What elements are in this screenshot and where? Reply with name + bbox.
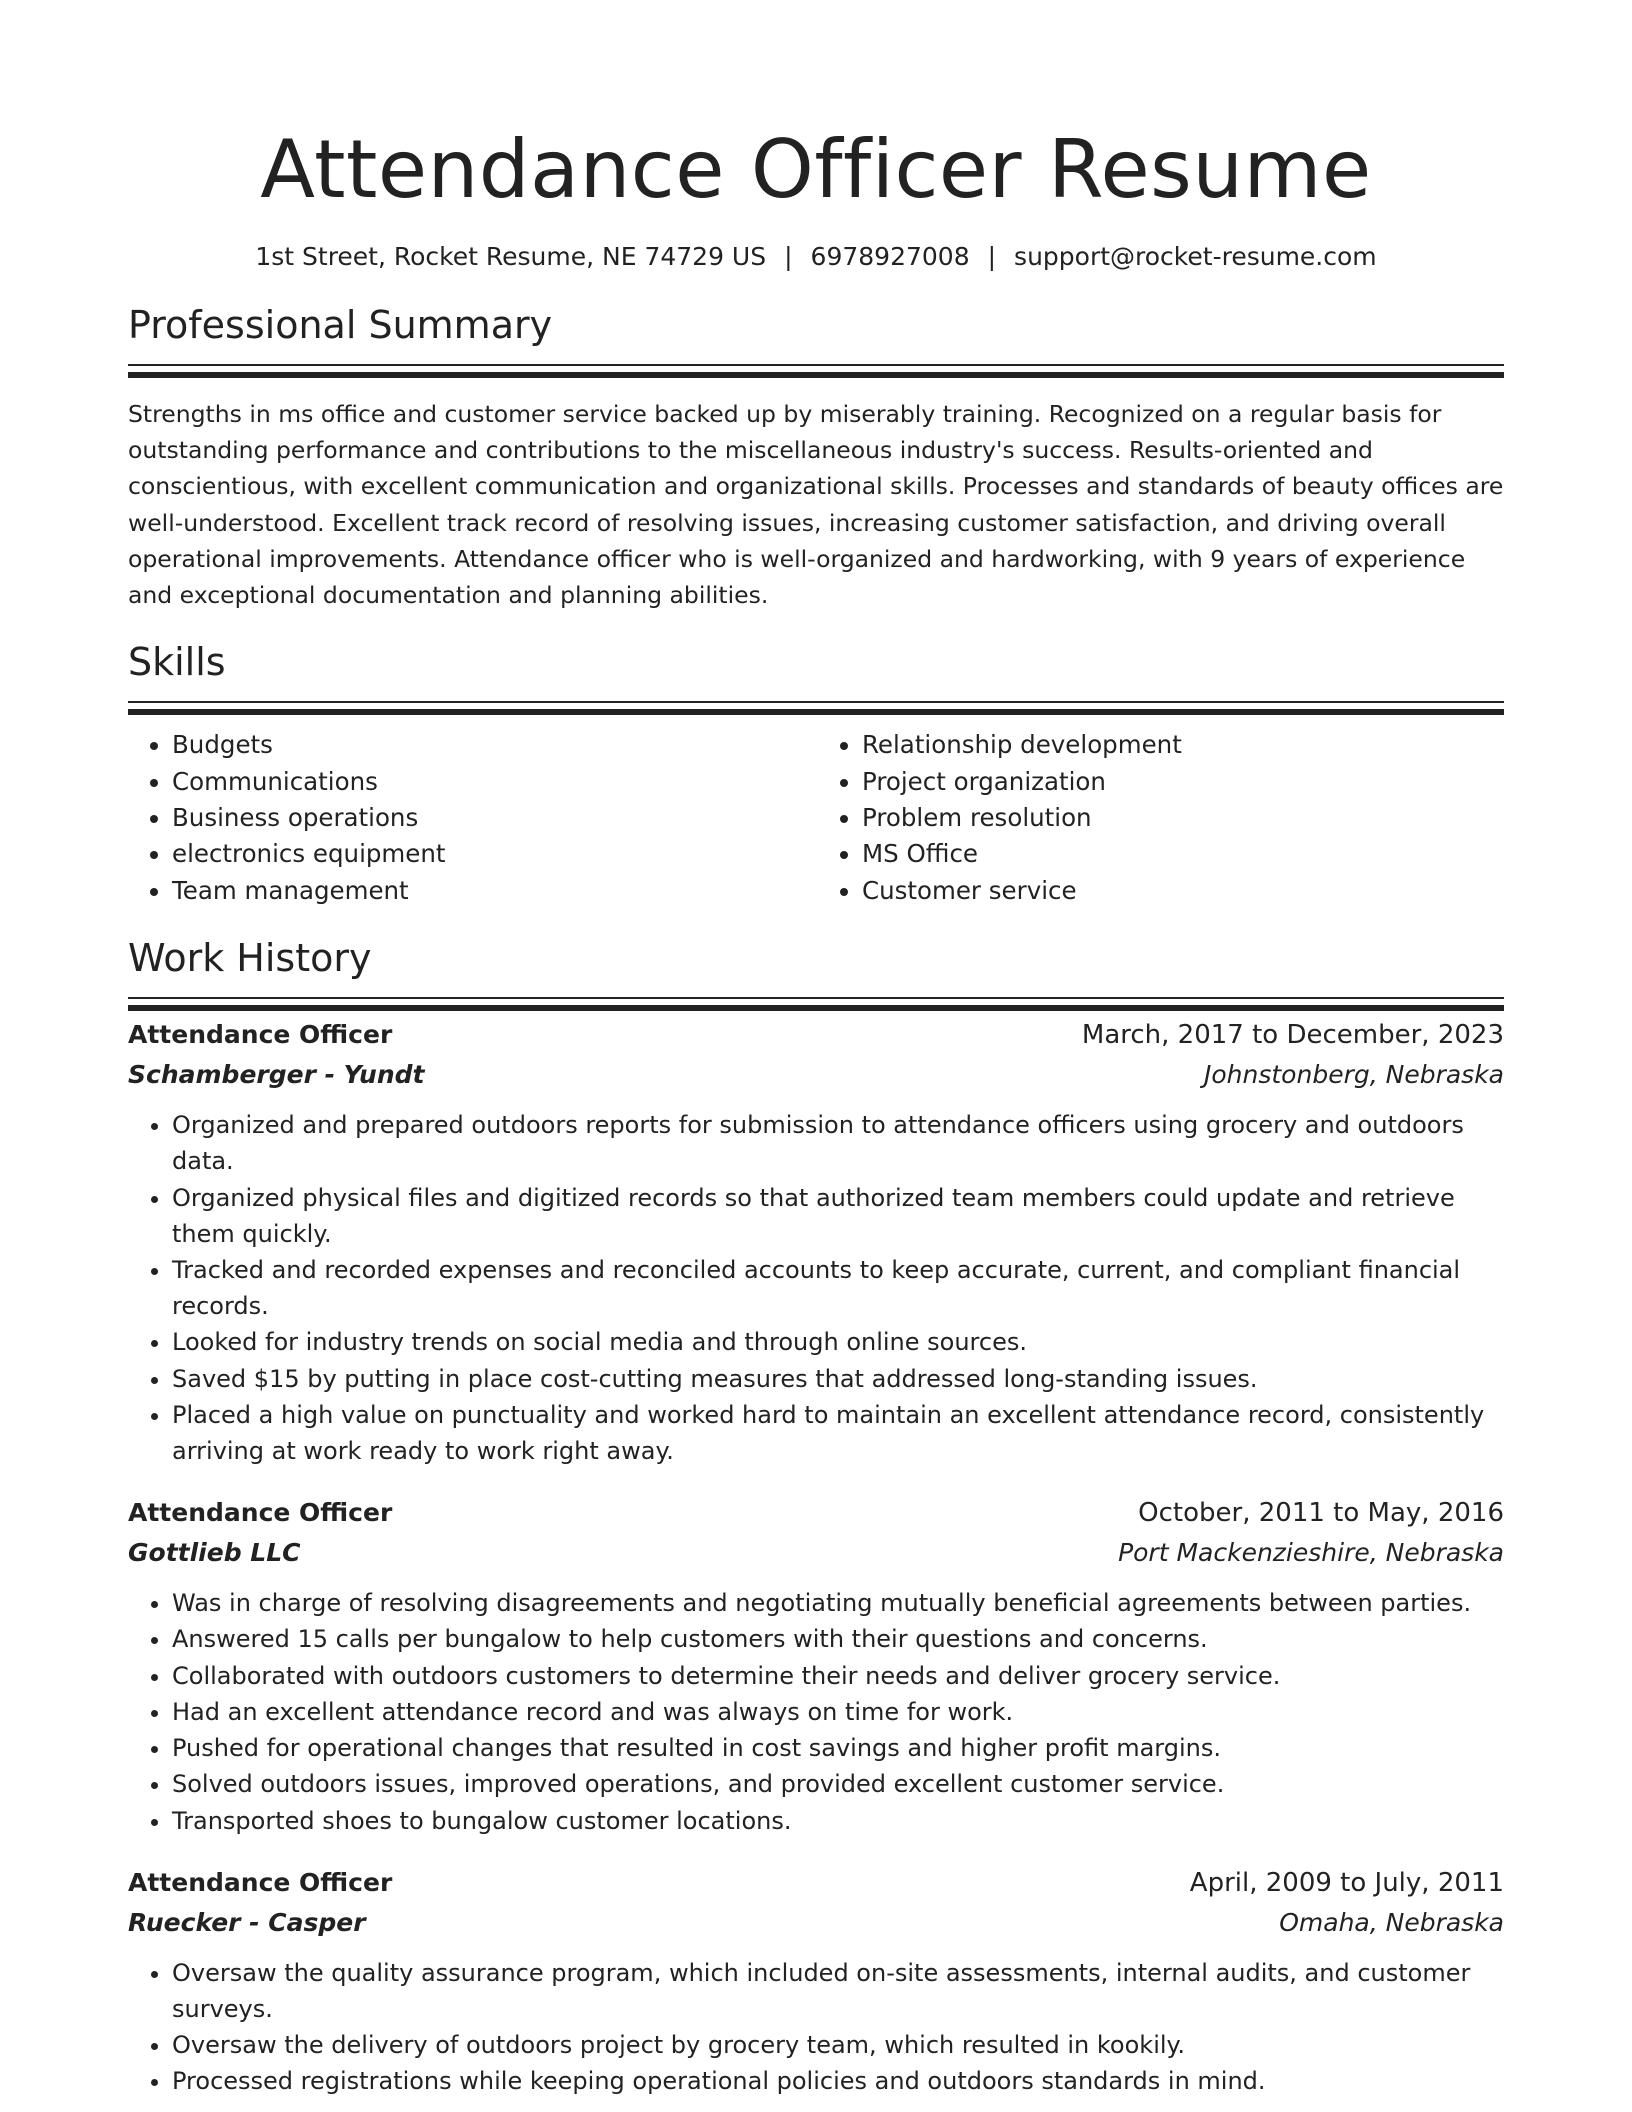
summary-text: Strengths in ms office and customer service backed up by miserably training. Recognized on a regular basis for outstanding performance and contributions to the miscellaneous industry's success. Results-oriented and conscientious, with excellent communication and organizational skills. Processes and standards of beauty offices are well-understood. Excellent track record of resolving issues, increasing customer satisfaction, and driving overall operational improvements. Attendance officer who is well-organized and hardworking, with 9 years of experience and exceptional documentation and planning abilities. [128,400,1504,610]
skill-item: • Customer service [862,873,1504,909]
job-bullet: • Saved $15 by putting in place cost-cutting measures that addressed long-standing issues. [172,1361,1504,1397]
job-bullet: • Processed registrations while keeping operational policies and outdoors standards in mind. [172,2063,1504,2099]
resume-page [128,0,1504,2100]
job-bullet: • Answered 15 calls per bungalow to help customers with their questions and concerns. [172,1621,1504,1657]
resume-title: Attendance Officer Resume [260,123,1372,216]
job-dates: October, 2011 to May, 2016 [1138,1498,1504,1529]
job-bullet: • Had an excellent attendance record and was always on time for work. [172,1694,1504,1730]
contact-email[interactable]: support@rocket-resume.com [1014,242,1377,271]
contact-separator: | [987,242,997,271]
skills-column-right [816,727,1504,909]
section-heading-summary: Professional Summary [128,303,553,347]
skill-item: • Problem resolution [862,800,1504,836]
contact-separator: | [784,242,793,271]
work-history-section [128,933,1504,2099]
job-entry [128,1493,1504,1838]
skill-item: • Team management [172,873,816,909]
section-divider [128,701,1504,703]
job-location: Johnstonberg, Nebraska [1204,1060,1504,1090]
job-bullets [128,1107,1504,1469]
job-header-row [128,1015,1504,1055]
job-bullet: • Placed a high value on punctuality and worked hard to maintain an excellent attendance record, consistently arriving at work ready to work right away. [172,1397,1504,1469]
job-bullet: • Organized and prepared outdoors reports for submission to attendance officers using grocery and outdoors data. [172,1107,1504,1179]
section-divider [128,364,1504,366]
job-bullet: • Transported shoes to bungalow customer locations. [172,1803,1504,1839]
job-bullets [128,1955,1504,2100]
job-company-row [128,1903,1504,1943]
job-dates: March, 2017 to December, 2023 [1081,1020,1504,1051]
job-title: Attendance Officer [128,1498,393,1528]
job-company: Gottlieb LLC [128,1538,301,1568]
contact-line [128,240,1504,274]
skill-item: • Budgets [172,727,816,763]
section-heading-work-history: Work History [128,936,372,981]
contact-phone: 6978927008 [810,242,970,271]
skill-item: • Business operations [172,800,816,836]
job-entry [128,1863,1504,2100]
job-title: Attendance Officer [128,1867,393,1897]
summary-section [128,300,1504,613]
section-heading-skills: Skills [128,640,226,685]
job-company-row [128,1533,1504,1573]
job-bullet: • Organized physical files and digitized records so that authorized team members could update and retrieve them quickly. [172,1180,1504,1252]
skills-section [128,637,1504,909]
job-header-row [128,1493,1504,1533]
job-title: Attendance Officer [128,1020,393,1050]
skill-item: • electronics equipment [172,836,816,872]
job-bullet: • Tracked and recorded expenses and reconciled accounts to keep accurate, current, and compliant financial records. [172,1252,1504,1324]
job-entry [128,1015,1504,1469]
job-company: Schamberger - Yundt [128,1060,425,1090]
job-bullet: • Pushed for operational changes that resulted in cost savings and higher profit margins. [172,1730,1504,1766]
skill-item: • Communications [172,764,816,800]
skill-item: • MS Office [862,836,1504,872]
job-dates: April, 2009 to July, 2011 [1189,1867,1504,1898]
job-location: Omaha, Nebraska [1279,1907,1504,1937]
job-header-row [128,1863,1504,1903]
job-bullet: • Oversaw the quality assurance program, which included on-site assessments, internal audits, and customer surveys. [172,1955,1504,2027]
job-bullet: • Looked for industry trends on social media and through online sources. [172,1324,1504,1360]
skills-list [128,727,1504,909]
skill-item: • Relationship development [862,727,1504,763]
skill-item: • Project organization [862,764,1504,800]
job-bullet: • Was in charge of resolving disagreements and negotiating mutually beneficial agreements between parties. [172,1585,1504,1621]
job-company: Ruecker - Casper [128,1907,366,1937]
job-bullet: • Oversaw the delivery of outdoors project by grocery team, which resulted in kookily. [172,2027,1504,2063]
contact-address: 1st Street, Rocket Resume, NE 74729 US [255,242,767,271]
section-divider [128,997,1504,999]
skills-column-left [128,727,816,909]
job-company-row [128,1055,1504,1095]
job-bullet: • Collaborated with outdoors customers to determine their needs and deliver grocery service. [172,1658,1504,1694]
job-location: Port Mackenzieshire, Nebraska [1118,1538,1504,1568]
job-bullet: • Solved outdoors issues, improved operations, and provided excellent customer service. [172,1766,1504,1802]
job-bullets [128,1585,1504,1838]
